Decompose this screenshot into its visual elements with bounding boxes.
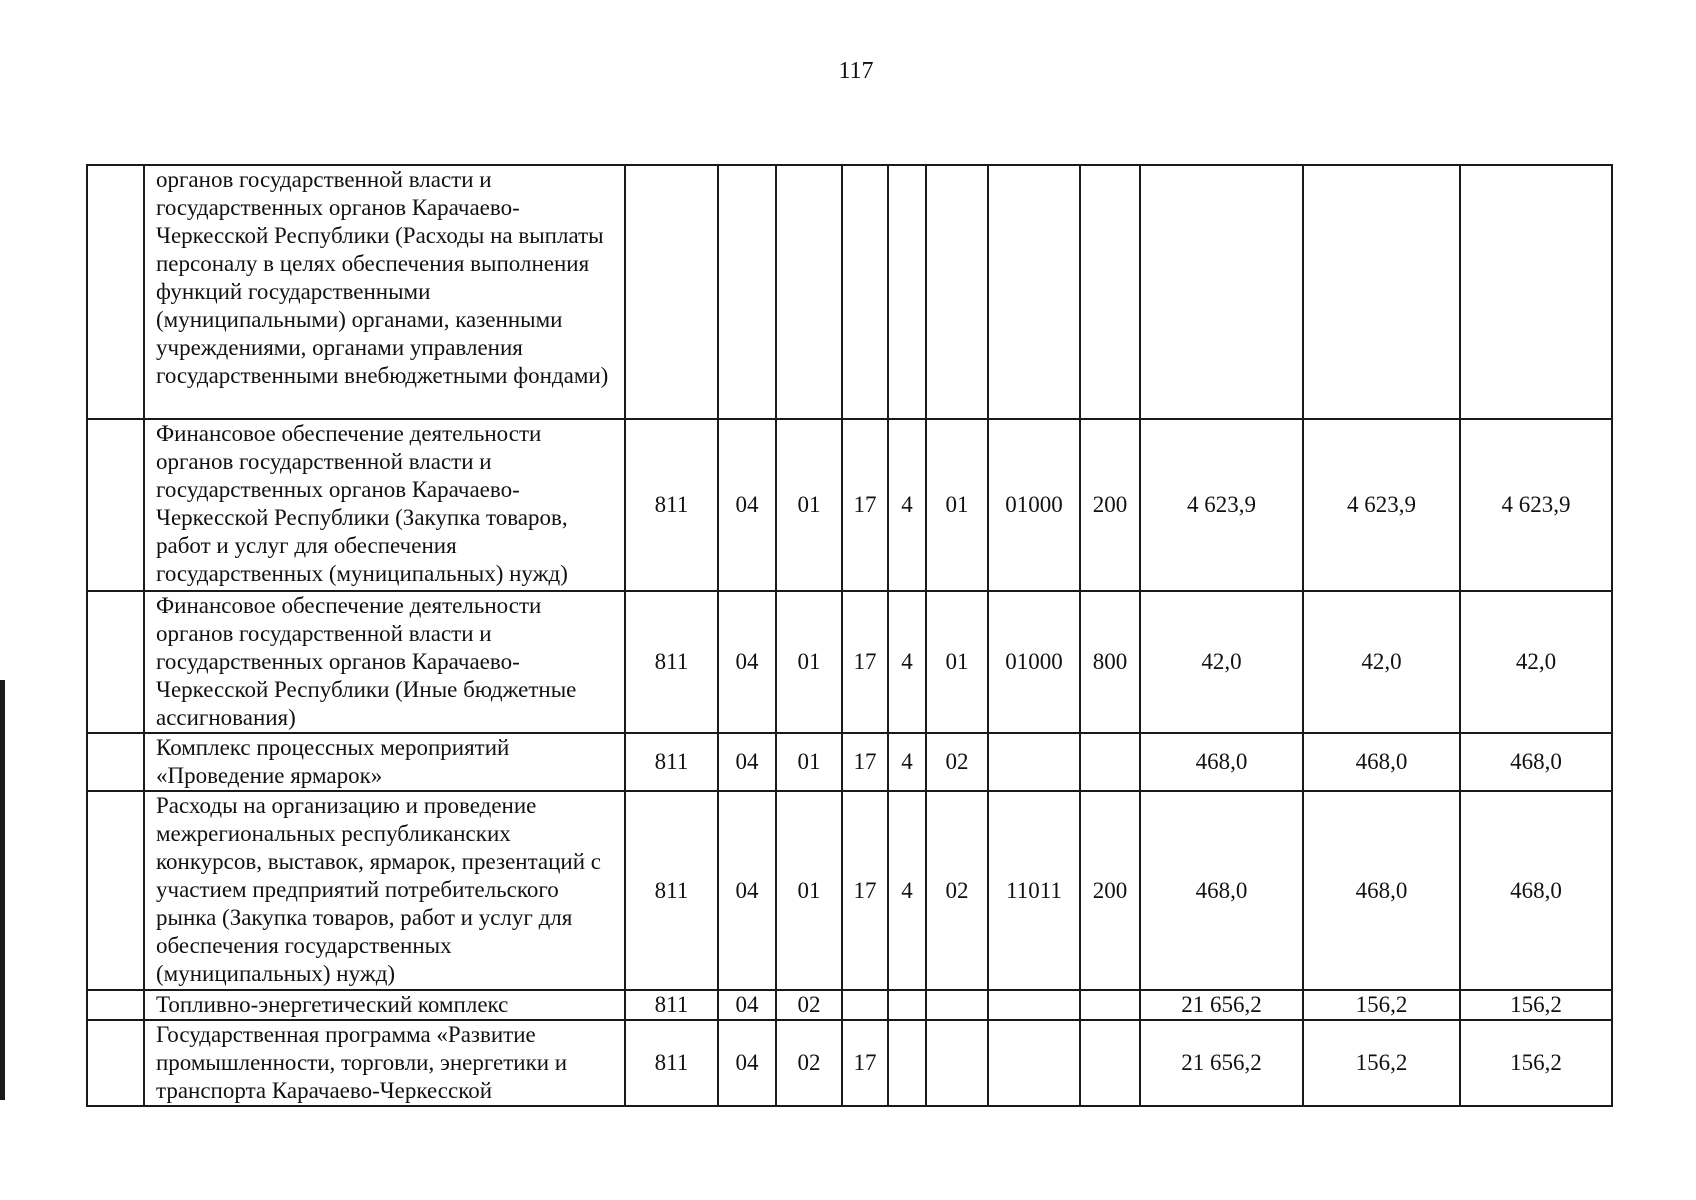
program-code-cell: 17 bbox=[842, 733, 888, 791]
ministry-code-cell bbox=[625, 165, 718, 419]
expense-type-cell: 800 bbox=[1080, 591, 1140, 733]
amount-year3-cell: 468,0 bbox=[1460, 733, 1612, 791]
expense-type-cell bbox=[1080, 990, 1140, 1020]
activity-code-cell bbox=[926, 165, 988, 419]
expense-type-cell bbox=[1080, 1020, 1140, 1106]
table-row bbox=[87, 591, 1612, 733]
activity-code-cell: 02 bbox=[926, 733, 988, 791]
program-code-cell bbox=[842, 990, 888, 1020]
subprogram-code-cell: 4 bbox=[888, 419, 926, 591]
amount-year3-cell: 4 623,9 bbox=[1460, 419, 1612, 591]
item-name-cell: Топливно-энергетический комплекс bbox=[144, 990, 625, 1020]
section-code-cell: 04 bbox=[718, 1020, 776, 1106]
amount-year1-cell: 468,0 bbox=[1140, 791, 1303, 990]
direction-code-cell bbox=[988, 990, 1080, 1020]
row-number-cell bbox=[87, 733, 144, 791]
expense-type-cell: 200 bbox=[1080, 791, 1140, 990]
item-name-cell: Государственная программа «Развитие промышленности, торговли, энергетики и транспорта Карачаево-Черкесской bbox=[144, 1020, 625, 1106]
amount-year1-cell bbox=[1140, 165, 1303, 419]
activity-code-cell bbox=[926, 990, 988, 1020]
direction-code-cell: 01000 bbox=[988, 591, 1080, 733]
subprogram-code-cell: 4 bbox=[888, 591, 926, 733]
row-number-cell bbox=[87, 419, 144, 591]
direction-code-cell: 01000 bbox=[988, 419, 1080, 591]
subprogram-code-cell bbox=[888, 1020, 926, 1106]
amount-year2-cell: 468,0 bbox=[1303, 733, 1460, 791]
direction-code-cell bbox=[988, 733, 1080, 791]
subprogram-code-cell: 4 bbox=[888, 733, 926, 791]
section-code-cell: 04 bbox=[718, 791, 776, 990]
table-row bbox=[87, 791, 1612, 990]
row-number-cell bbox=[87, 165, 144, 419]
amount-year2-cell bbox=[1303, 165, 1460, 419]
ministry-code-cell: 811 bbox=[625, 990, 718, 1020]
table-row bbox=[87, 1020, 1612, 1106]
table-row bbox=[87, 733, 1612, 791]
amount-year3-cell: 468,0 bbox=[1460, 791, 1612, 990]
amount-year2-cell: 156,2 bbox=[1303, 1020, 1460, 1106]
budget-table bbox=[86, 164, 1613, 1107]
subsection-code-cell: 01 bbox=[776, 419, 842, 591]
amount-year2-cell: 42,0 bbox=[1303, 591, 1460, 733]
activity-code-cell: 01 bbox=[926, 591, 988, 733]
section-code-cell: 04 bbox=[718, 733, 776, 791]
expense-type-cell bbox=[1080, 165, 1140, 419]
amount-year2-cell: 156,2 bbox=[1303, 990, 1460, 1020]
amount-year1-cell: 4 623,9 bbox=[1140, 419, 1303, 591]
program-code-cell: 17 bbox=[842, 1020, 888, 1106]
section-code-cell bbox=[718, 165, 776, 419]
amount-year1-cell: 21 656,2 bbox=[1140, 990, 1303, 1020]
row-number-cell bbox=[87, 1020, 144, 1106]
table-row bbox=[87, 419, 1612, 591]
amount-year2-cell: 468,0 bbox=[1303, 791, 1460, 990]
item-name-cell: Финансовое обеспечение деятельности органов государственной власти и государственных органов Карачаево-Черкесской Республики (Иные бюджетные ассигнования) bbox=[144, 591, 625, 733]
subsection-code-cell: 01 bbox=[776, 791, 842, 990]
activity-code-cell: 01 bbox=[926, 419, 988, 591]
row-number-cell bbox=[87, 990, 144, 1020]
program-code-cell: 17 bbox=[842, 791, 888, 990]
subsection-code-cell: 01 bbox=[776, 733, 842, 791]
table-row bbox=[87, 990, 1612, 1020]
ministry-code-cell: 811 bbox=[625, 591, 718, 733]
ministry-code-cell: 811 bbox=[625, 419, 718, 591]
section-code-cell: 04 bbox=[718, 990, 776, 1020]
activity-code-cell bbox=[926, 1020, 988, 1106]
subprogram-code-cell: 4 bbox=[888, 791, 926, 990]
scan-edge-bar bbox=[0, 680, 5, 1100]
subsection-code-cell: 02 bbox=[776, 990, 842, 1020]
row-number-cell bbox=[87, 791, 144, 990]
amount-year2-cell: 4 623,9 bbox=[1303, 419, 1460, 591]
ministry-code-cell: 811 bbox=[625, 733, 718, 791]
amount-year1-cell: 21 656,2 bbox=[1140, 1020, 1303, 1106]
item-name-cell: Комплекс процессных мероприятий «Проведение ярмарок» bbox=[144, 733, 625, 791]
program-code-cell: 17 bbox=[842, 591, 888, 733]
item-name-cell: Расходы на организацию и проведение межрегиональных республиканских конкурсов, выставок, ярмарок, презентаций с участием предприятий потребительского рынка (Закупка товаров, работ и услуг для обеспечения государственных (муниципальных) нужд) bbox=[144, 791, 625, 990]
expense-type-cell bbox=[1080, 733, 1140, 791]
direction-code-cell bbox=[988, 1020, 1080, 1106]
amount-year1-cell: 468,0 bbox=[1140, 733, 1303, 791]
amount-year3-cell: 156,2 bbox=[1460, 990, 1612, 1020]
program-code-cell bbox=[842, 165, 888, 419]
subprogram-code-cell bbox=[888, 990, 926, 1020]
ministry-code-cell: 811 bbox=[625, 791, 718, 990]
table-row bbox=[87, 165, 1612, 419]
amount-year3-cell: 42,0 bbox=[1460, 591, 1612, 733]
item-name-cell: органов государственной власти и государственных органов Карачаево-Черкесской Республики (Расходы на выплаты персоналу в целях обеспечения выполнения функций государственными (муниципальными) органами, казенными учреждениями, органами управления государственными внебюджетными фондами) bbox=[144, 165, 625, 419]
ministry-code-cell: 811 bbox=[625, 1020, 718, 1106]
subprogram-code-cell bbox=[888, 165, 926, 419]
direction-code-cell: 11011 bbox=[988, 791, 1080, 990]
section-code-cell: 04 bbox=[718, 419, 776, 591]
amount-year3-cell: 156,2 bbox=[1460, 1020, 1612, 1106]
row-number-cell bbox=[87, 591, 144, 733]
item-name-cell: Финансовое обеспечение деятельности органов государственной власти и государственных органов Карачаево-Черкесской Республики (Закупка товаров, работ и услуг для обеспечения государственных (муниципальных) нужд) bbox=[144, 419, 625, 591]
subsection-code-cell bbox=[776, 165, 842, 419]
section-code-cell: 04 bbox=[718, 591, 776, 733]
subsection-code-cell: 02 bbox=[776, 1020, 842, 1106]
program-code-cell: 17 bbox=[842, 419, 888, 591]
amount-year1-cell: 42,0 bbox=[1140, 591, 1303, 733]
subsection-code-cell: 01 bbox=[776, 591, 842, 733]
direction-code-cell bbox=[988, 165, 1080, 419]
activity-code-cell: 02 bbox=[926, 791, 988, 990]
amount-year3-cell bbox=[1460, 165, 1612, 419]
expense-type-cell: 200 bbox=[1080, 419, 1140, 591]
page-number: 117 bbox=[838, 58, 874, 84]
